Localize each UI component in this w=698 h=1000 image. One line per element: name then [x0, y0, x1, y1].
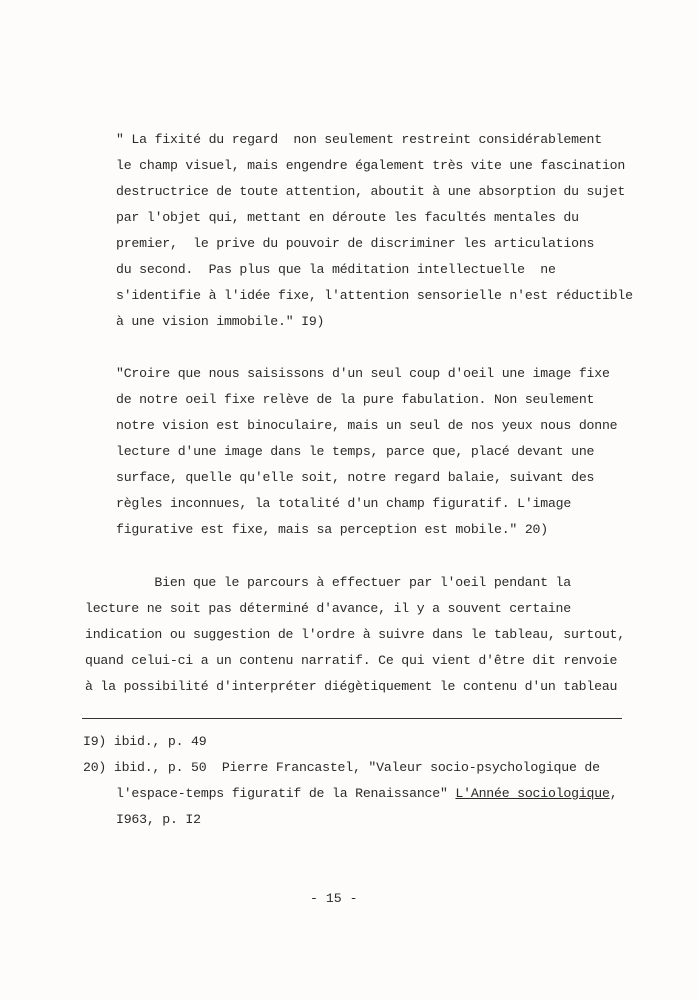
paragraph-line: lecture ne soit pas déterminé d'avance, il y a souvent certaine [85, 601, 571, 616]
quote1-line: le champ visuel, mais engendre également très vite une fascination [116, 158, 626, 173]
quote1-line: par l'objet qui, mettant en déroute les facultés mentales du [116, 210, 579, 225]
quote1-line: s'identifie à l'idée fixe, l'attention sensorielle n'est réductible [116, 288, 633, 303]
footnote-20-text: l'espace-temps figuratif de la Renaissance" [116, 786, 456, 801]
paragraph-line: indication ou suggestion de l'ordre à suivre dans le tableau, surtout, [85, 627, 625, 642]
quote1-line: destructrice de toute attention, aboutit à une absorption du sujet [116, 184, 626, 199]
paragraph-line: quand celui-ci a un contenu narratif. Ce qui vient d'être dit renvoie [85, 653, 618, 668]
footnote-20-punct: , [609, 786, 618, 801]
quote1-line: du second. Pas plus que la méditation intellectuelle ne [116, 262, 556, 277]
quote1-line: premier, le prive du pouvoir de discriminer les articulations [116, 236, 595, 251]
quote2-line: surface, quelle qu'elle soit, notre regard balaie, suivant des [116, 470, 595, 485]
quote2-line: figurative est fixe, mais sa perception est mobile." 20) [116, 522, 548, 537]
quote1-line: " La fixité du regard non seulement restreint considérablement [116, 132, 602, 147]
paragraph-line: à la possibilité d'interpréter diégètiquement le contenu d'un tableau [85, 679, 618, 694]
page-number: - 15 - [310, 891, 358, 906]
footnote-20-continuation [116, 786, 617, 802]
footnote-20: 20) ibid., p. 50 Pierre Francastel, "Valeur socio-psychologique de [83, 760, 600, 775]
quote2-line: notre vision est binoculaire, mais un seul de nos yeux nous donne [116, 418, 618, 433]
footnote-19: I9) ibid., p. 49 [83, 734, 207, 749]
paragraph-line: Bien que le parcours à effectuer par l'oeil pendant la [85, 575, 571, 590]
quote2-line: règles inconnues, la totalité d'un champ figuratif. L'image [116, 496, 572, 511]
quote2-line: de notre oeil fixe relève de la pure fabulation. Non seulement [116, 392, 595, 407]
footnote-divider [82, 718, 622, 719]
journal-title: L'Année sociologique [455, 786, 610, 801]
footnote-20-year: I963, p. I2 [116, 812, 201, 827]
quote2-line: lecture d'une image dans le temps, parce que, placé devant une [116, 444, 595, 459]
quote2-line: "Croire que nous saisissons d'un seul coup d'oeil une image fixe [116, 366, 610, 381]
quote1-line: à une vision immobile." I9) [116, 314, 325, 329]
